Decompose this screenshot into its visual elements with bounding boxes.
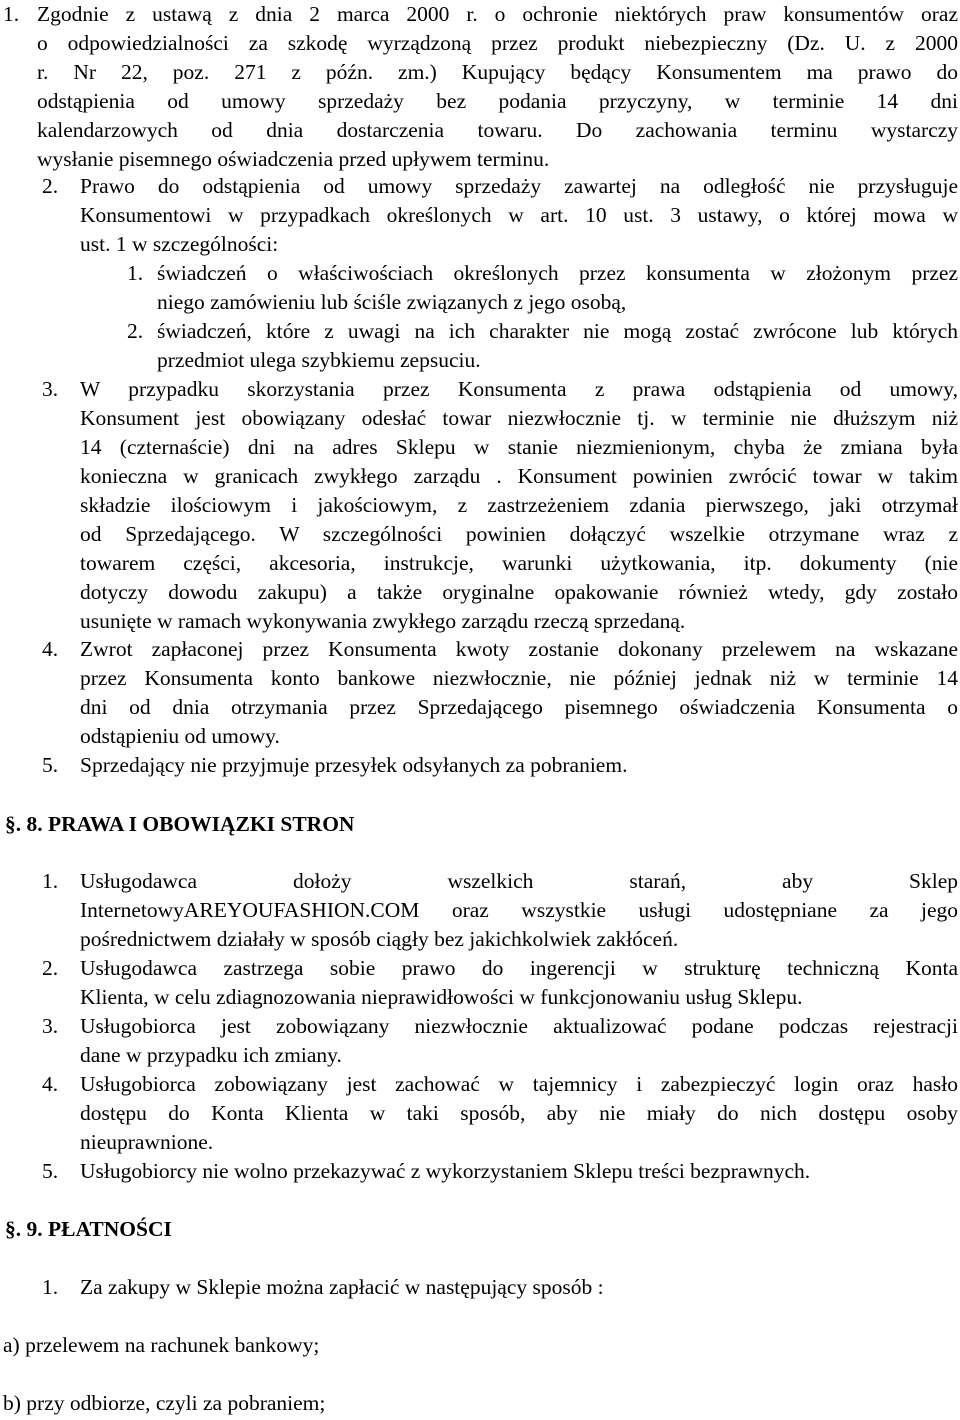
text-line: 14 (czternaście) dni na adres Sklepu w stanie niezmienionym, chyba że zmiana była: [80, 435, 958, 459]
item-text: [80, 1012, 958, 1070]
item-text: [80, 751, 958, 780]
text-line: odstąpieniu od umowy.: [80, 724, 280, 748]
text-line: przedmiot ulega szybkiemu zepsuciu.: [157, 348, 481, 372]
text-line: składzie ilościowym i jakościowym, z zastrzeżeniem zdania pierwszego, jaki otrzymał: [80, 493, 958, 517]
item-number: 2.: [42, 956, 59, 980]
text-line: Zwrot zapłaconej przez Konsumenta kwoty zostanie dokonany przelewem na wskazane: [80, 637, 958, 661]
payment-option-cod: b) przy odbiorze, czyli za pobraniem;: [3, 1391, 326, 1415]
text-line: towarem części, akcesoria, instrukcje, warunki użytkowania, itp. dokumenty (nie: [80, 551, 958, 575]
text-line: nieuprawnione.: [80, 1130, 214, 1154]
item-number: 4.: [42, 637, 59, 661]
item-number: 1.: [3, 2, 20, 26]
item-text: [80, 635, 958, 751]
item-number: 3.: [42, 377, 59, 401]
item-text: [80, 375, 958, 636]
text-line: usunięte w ramach wykonywania zwykłego zarządu rzeczą sprzedaną.: [80, 609, 686, 633]
item-text: [37, 0, 958, 174]
item-number: 4.: [42, 1072, 59, 1096]
item-number: 5.: [42, 753, 59, 777]
text-line: o odpowiedzialności za szkodę wyrządzoną przez produkt niebezpieczny (Dz. U. z 2000: [37, 31, 958, 55]
text-line: pośrednictwem działały w sposób ciągły bez jakichkolwiek zakłóceń.: [80, 927, 679, 951]
text-line: odstąpienia od umowy sprzedaży bez podania przyczyny, w terminie 14 dni: [37, 89, 958, 113]
item-number: 1.: [42, 869, 59, 893]
section-heading-8: §. 8. PRAWA I OBOWIĄZKI STRON: [5, 812, 355, 836]
item-text: [80, 172, 958, 259]
text-line: przez Konsumenta konto bankowe niezwłocznie, nie później jednak niż w terminie 14: [80, 666, 958, 690]
text-line: Usługobiorcy nie wolno przekazywać z wykorzystaniem Sklepu treści bezprawnych.: [80, 1159, 811, 1183]
text-line: dni od dnia otrzymania przez Sprzedającego pisemnego oświadczenia Konsumenta o: [80, 695, 958, 719]
item-number: 1.: [127, 261, 144, 285]
text-line: wysłanie pisemnego oświadczenia przed upływem terminu.: [37, 147, 550, 171]
text-line: świadczeń o właściwościach określonych przez konsumenta w złożonym przez: [157, 261, 958, 285]
text-line: Zgodnie z ustawą z dnia 2 marca 2000 r. o ochronie niektórych praw konsumentów oraz: [37, 2, 958, 26]
text-line: kalendarzowych od dnia dostarczenia towaru. Do zachowania terminu wystarczy: [37, 118, 958, 142]
text-line: świadczeń, które z uwagi na ich charakter nie mogą zostać zwrócone lub których: [157, 319, 958, 343]
text-line: Usługobiorca jest zobowiązany niezwłocznie aktualizować podane podczas rejestracji: [80, 1014, 958, 1038]
item-text: [80, 1273, 958, 1302]
text-line: konieczna w granicach zwykłego zarządu . Konsument powinien zwrócić towar w takim: [80, 464, 958, 488]
text-line: Usługodawca zastrzega sobie prawo do ingerencji w strukturę techniczną Konta: [80, 956, 958, 980]
item-number: 1.: [42, 1275, 59, 1299]
item-text: [157, 317, 958, 375]
payment-option-transfer: a) przelewem na rachunek bankowy;: [3, 1333, 320, 1357]
text-line: Usługobiorca zobowiązany jest zachować w tajemnicy i zabezpieczyć login oraz hasło: [80, 1072, 958, 1096]
text-line: Za zakupy w Sklepie można zapłacić w następujący sposób :: [80, 1275, 604, 1299]
text-line: Sprzedający nie przyjmuje przesyłek odsyłanych za pobraniem.: [80, 753, 628, 777]
text-line: Usługodawca dołoży wszelkich starań, aby Sklep: [80, 869, 958, 893]
text-line: niego zamówieniu lub ściśle związanych z jego osobą,: [157, 290, 627, 314]
item-number: 5.: [42, 1159, 59, 1183]
item-number: 2.: [42, 174, 59, 198]
item-text: [80, 954, 958, 1012]
text-line: dostępu do Konta Klienta w taki sposób, aby nie miały do nich dostępu osoby: [80, 1101, 958, 1125]
item-number: 2.: [127, 319, 144, 343]
text-line: Klienta, w celu zdiagnozowania nieprawidłowości w funkcjonowaniu usług Sklepu.: [80, 985, 803, 1009]
item-text: [157, 259, 958, 317]
text-line: Konsument jest obowiązany odesłać towar niezwłocznie tj. w terminie nie dłuższym niż: [80, 406, 958, 430]
text-line: r. Nr 22, poz. 271 z późn. zm.) Kupujący będący Konsumentem ma prawo do: [37, 60, 958, 84]
text-line: Prawo do odstąpienia od umowy sprzedaży zawartej na odległość nie przysługuje: [80, 174, 958, 198]
item-text: [80, 1157, 958, 1186]
text-line: dotyczy dowodu zakupu) a także oryginalne opakowanie również wtedy, gdy zostało: [80, 580, 958, 604]
text-line: od Sprzedającego. W szczególności powinien dołączyć wszelkie otrzymane wraz z: [80, 522, 958, 546]
text-line: W przypadku skorzystania przez Konsumenta z prawa odstąpienia od umowy,: [80, 377, 958, 401]
section-heading-9: §. 9. PŁATNOŚCI: [5, 1217, 172, 1241]
item-text: [80, 867, 958, 954]
text-line: ust. 1 w szczególności:: [80, 232, 279, 256]
item-number: 3.: [42, 1014, 59, 1038]
item-text: [80, 1070, 958, 1157]
text-line: Konsumentowi w przypadkach określonych w art. 10 ust. 3 ustawy, o której mowa w: [80, 203, 958, 227]
text-line: dane w przypadku ich zmiany.: [80, 1043, 342, 1067]
text-line: InternetowyAREYOUFASHION.COM oraz wszystkie usługi udostępniane za jego: [80, 898, 958, 922]
